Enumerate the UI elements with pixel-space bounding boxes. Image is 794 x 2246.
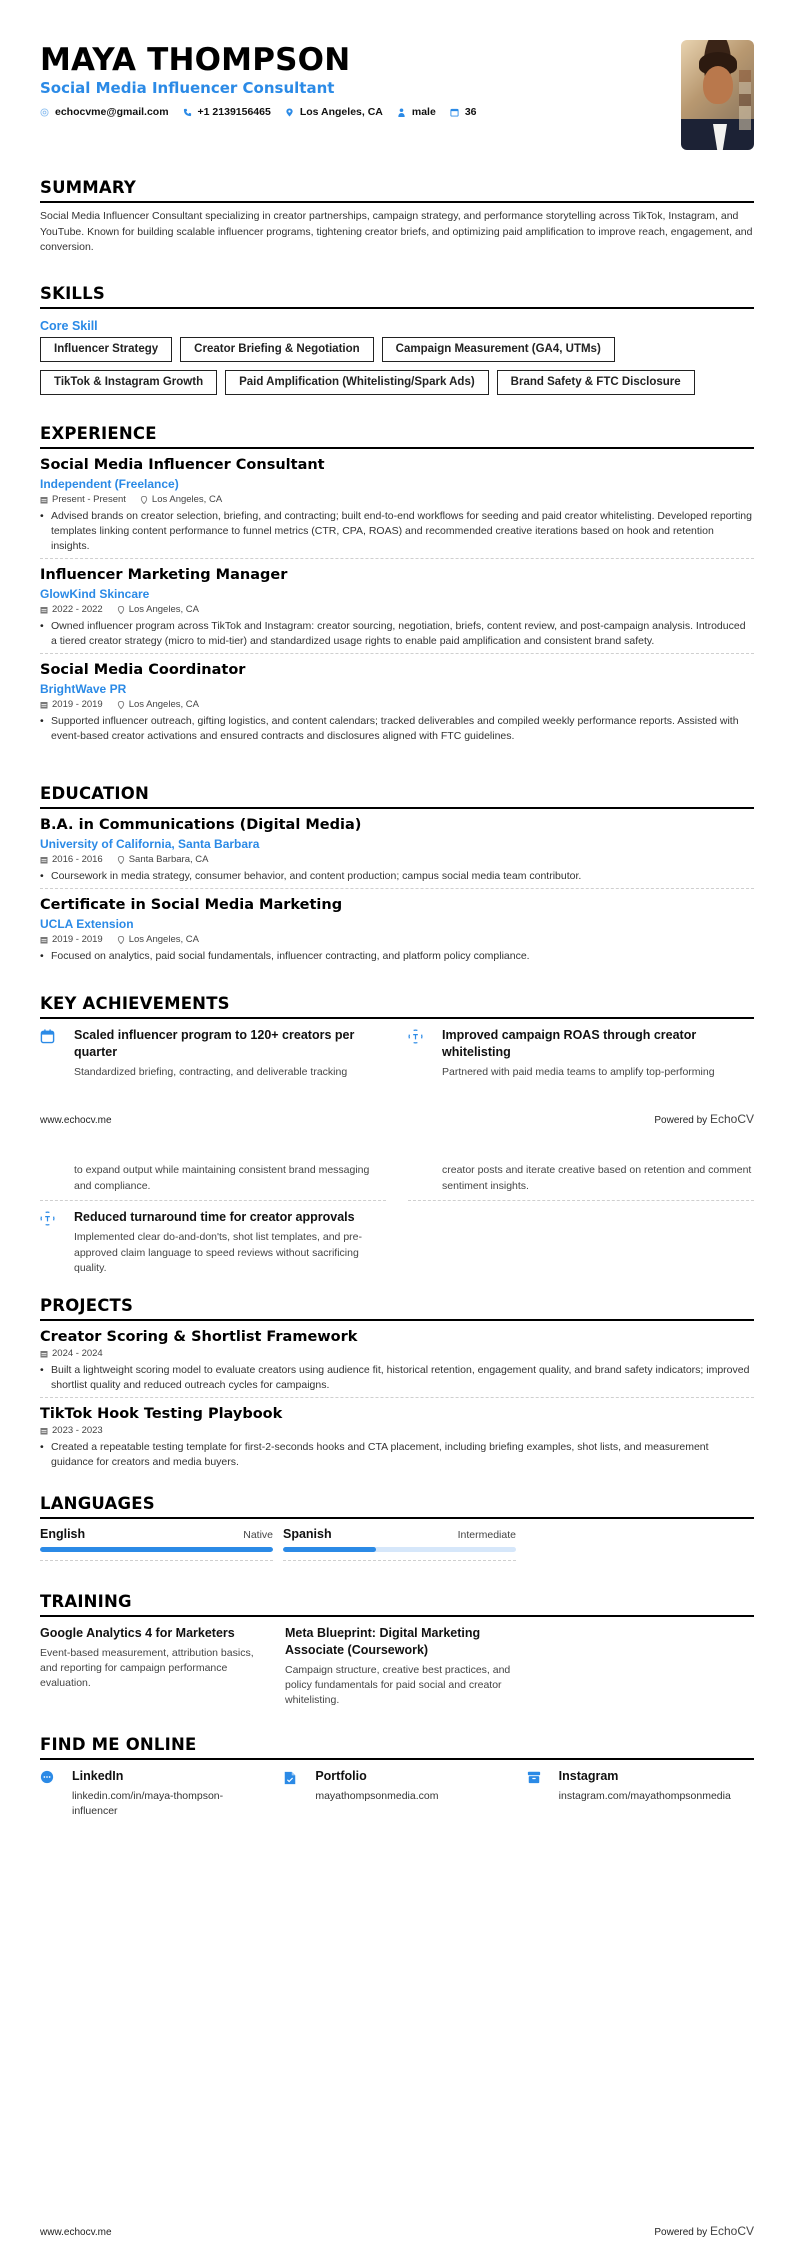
achievement-item-continued: [40, 1163, 386, 1201]
skill-chip: Influencer Strategy: [40, 337, 172, 362]
project-entry: [40, 1321, 754, 1398]
achievements-section-continued: [40, 1163, 754, 1283]
language-name: English: [40, 1527, 86, 1541]
training-title: Meta Blueprint: Digital Marketing Associate (Coursework): [285, 1626, 481, 1657]
calendar-icon: [40, 1027, 58, 1081]
languages-section: [40, 1494, 754, 1561]
education-heading: EDUCATION: [40, 784, 754, 809]
online-item-portfolio[interactable]: [283, 1768, 510, 1819]
footer-site-link[interactable]: www.echocv.me: [40, 1115, 112, 1126]
language-proficiency-fill: [283, 1547, 376, 1552]
entry-meta: 2023 - 2023: [40, 1424, 754, 1438]
achievement-title: Scaled influencer program to 120+ creators per quarter: [74, 1028, 355, 1059]
training-heading: TRAINING: [40, 1592, 754, 1617]
languages-heading: LANGUAGES: [40, 1494, 754, 1519]
skills-section: [40, 284, 754, 395]
achievement-desc: to expand output while maintaining consistent brand messaging and compliance.: [74, 1164, 370, 1192]
entry-meta: Present - Present Los Angeles, CA: [40, 493, 754, 507]
entry-title: TikTok Hook Testing Playbook: [40, 1406, 283, 1422]
achievement-item: [408, 1019, 754, 1087]
page-footer: [40, 1112, 754, 1126]
page-footer: [40, 2224, 754, 2238]
summary-text: Social Media Influencer Consultant specializing in creator partnerships, campaign strategy, and performance storytelling across TikTok, Instagram, and YouTube. Known for building scalable influencer programs, tightening creator briefs, and optimizing paid amplification to improve reach, engagement, and conversion.: [40, 210, 753, 253]
entry-title: Social Media Coordinator: [40, 662, 246, 678]
skills-heading: SKILLS: [40, 284, 754, 309]
entry-org: UCLA Extension: [40, 917, 134, 931]
entry-meta: 2024 - 2024: [40, 1347, 754, 1361]
footer-site-link[interactable]: www.echocv.me: [40, 2227, 112, 2238]
skill-chip: Creator Briefing & Negotiation: [180, 337, 373, 362]
achievements-grid: [40, 1019, 754, 1087]
entry-title: B.A. in Communications (Digital Media): [40, 817, 362, 833]
projects-section: [40, 1296, 754, 1474]
training-list: [40, 1625, 754, 1708]
language-proficiency-bar: [40, 1547, 273, 1552]
experience-heading: EXPERIENCE: [40, 424, 754, 449]
training-item: [40, 1625, 273, 1708]
online-link[interactable]: linkedin.com/in/maya-thompson-influencer: [72, 1790, 224, 1817]
focus-target-icon: [40, 1209, 58, 1277]
training-section: [40, 1592, 754, 1708]
archive-box-icon: [527, 1768, 543, 1819]
at-sign-icon: [40, 108, 49, 117]
training-title: Google Analytics 4 for Marketers: [40, 1626, 235, 1640]
calendar-icon: [40, 856, 48, 864]
language-item: [40, 1527, 273, 1561]
entry-org: GlowKind Skincare: [40, 587, 150, 601]
experience-entry: [40, 449, 754, 559]
language-name: Spanish: [283, 1527, 332, 1541]
languages-list: [40, 1527, 754, 1561]
entry-title: Certificate in Social Media Marketing: [40, 897, 343, 913]
achievement-desc: creator posts and iterate creative based on retention and comment sentiment insights.: [442, 1164, 752, 1192]
footer-brand: EchoCV: [709, 2224, 754, 2238]
training-desc: Event-based measurement, attribution basics, and reporting for campaign performance evaluation.: [40, 1647, 254, 1689]
entry-meta: 2019 - 2019 Los Angeles, CA: [40, 698, 754, 712]
footer-powered-by: Powered by EchoCV: [654, 2224, 754, 2238]
calendar-icon: [40, 496, 48, 504]
map-pin-icon: [117, 936, 125, 944]
entry-org: Independent (Freelance): [40, 477, 179, 491]
online-item-linkedin[interactable]: [40, 1768, 267, 1819]
entry-title: Influencer Marketing Manager: [40, 567, 288, 583]
training-item: [285, 1625, 518, 1708]
achievements-section: [40, 994, 754, 1087]
phone-icon: [183, 108, 192, 117]
document-check-icon: [283, 1768, 299, 1819]
profile-photo: [681, 40, 754, 150]
footer-brand: EchoCV: [709, 1112, 754, 1126]
contact-email[interactable]: echocvme@gmail.com: [40, 106, 169, 118]
entry-bullet: • Coursework in media strategy, consumer behavior, and content production; campus social media team contributor.: [40, 869, 754, 884]
map-pin-icon: [140, 496, 148, 504]
entry-bullet: • Created a repeatable testing template for first-2-seconds hooks and CTA placement, including briefing examples, shot lists, and measurement guidance for creators and media buyers.: [40, 1440, 754, 1470]
achievement-desc: Partnered with paid media teams to amplify top-performing: [442, 1066, 715, 1078]
language-level: Intermediate: [457, 1529, 516, 1541]
contact-phone[interactable]: +1 2139156465: [183, 106, 271, 118]
contact-row: [40, 106, 754, 118]
person-icon: [397, 108, 406, 117]
resume-header: [40, 40, 754, 155]
achievement-item-continued: [408, 1163, 754, 1201]
language-level: Native: [243, 1529, 273, 1541]
contact-gender: male: [397, 106, 436, 118]
calendar-icon: [40, 606, 48, 614]
projects-heading: PROJECTS: [40, 1296, 754, 1321]
entry-meta: 2016 - 2016 Santa Barbara, CA: [40, 853, 754, 867]
experience-entry: [40, 654, 754, 748]
online-link[interactable]: instagram.com/mayathompsonmedia: [558, 1790, 731, 1802]
calendar-icon: [40, 1350, 48, 1358]
online-list: [40, 1768, 754, 1819]
map-pin-icon: [117, 856, 125, 864]
education-entry: [40, 809, 754, 889]
achievement-desc: Standardized briefing, contracting, and deliverable tracking: [74, 1066, 348, 1078]
entry-bullet: • Owned influencer program across TikTok and Instagram: creator sourcing, negotiation, briefs, content review, and post-campaign analysis. Introduced a tiered creator strategy (micro to mid-tier) and standardized usage rights to enable paid amplification and consistent brand safety.: [40, 619, 754, 649]
entry-org: University of California, Santa Barbara: [40, 837, 260, 851]
online-section: [40, 1735, 754, 1819]
experience-section: [40, 424, 754, 748]
online-label: Portfolio: [315, 1769, 367, 1783]
calendar-icon: [450, 108, 459, 117]
focus-target-icon: [408, 1027, 426, 1081]
achievement-desc: Implemented clear do-and-don'ts, shot list templates, and pre-approved claim language to speed reviews without sacrificing quality.: [74, 1231, 362, 1274]
chat-bubble-icon: [40, 1768, 56, 1819]
skill-chip: TikTok & Instagram Growth: [40, 370, 217, 395]
map-pin-icon: [285, 108, 294, 117]
achievement-item: [40, 1201, 386, 1283]
entry-title: Social Media Influencer Consultant: [40, 457, 325, 473]
achievements-grid: [40, 1163, 754, 1283]
project-entry: [40, 1398, 754, 1474]
map-pin-icon: [117, 606, 125, 614]
online-link[interactable]: mayathompsonmedia.com: [315, 1790, 439, 1802]
candidate-name: MAYA THOMPSON: [40, 42, 351, 78]
education-entry: [40, 889, 754, 968]
calendar-icon: [40, 701, 48, 709]
language-proficiency-fill: [40, 1547, 273, 1552]
skill-chip: Paid Amplification (Whitelisting/Spark Ads): [225, 370, 489, 395]
achievement-title: Reduced turnaround time for creator approvals: [74, 1210, 355, 1224]
skills-group-label: Core Skill: [40, 319, 98, 333]
online-heading: FIND ME ONLINE: [40, 1735, 754, 1760]
map-pin-icon: [117, 701, 125, 709]
summary-section: [40, 178, 754, 256]
education-section: [40, 784, 754, 968]
achievements-heading: KEY ACHIEVEMENTS: [40, 994, 754, 1019]
skill-chip: Brand Safety & FTC Disclosure: [497, 370, 695, 395]
entry-org: BrightWave PR: [40, 682, 127, 696]
entry-bullet: • Advised brands on creator selection, briefing, and contracting; built end-to-end workflows for seeding and paid creator whitelisting. Developed reporting templates linking content performance to funnel metrics (CTR, CPA, ROAS) and recommended creative iterations based on hook and retention insights.: [40, 509, 754, 554]
language-item: [283, 1527, 516, 1561]
experience-entry: [40, 559, 754, 654]
entry-bullet: • Focused on analytics, paid social fundamentals, influencer contracting, and platform policy compliance.: [40, 949, 754, 964]
summary-heading: SUMMARY: [40, 178, 754, 203]
skills-list: [40, 337, 754, 362]
calendar-icon: [40, 936, 48, 944]
training-desc: Campaign structure, creative best practices, and policy fundamentals for paid social and creator whitelisting.: [285, 1664, 511, 1706]
entry-bullet: • Supported influencer outreach, gifting logistics, and content calendars; tracked deliverables and compiled weekly performance reports. Assisted with event-based creator activations and ensured contracts and disclosures aligned with FTC guidelines.: [40, 714, 754, 744]
entry-title: Creator Scoring & Shortlist Framework: [40, 1329, 358, 1345]
footer-powered-by: Powered by EchoCV: [654, 1112, 754, 1126]
skills-list-row2: [40, 370, 754, 395]
skill-chip: Campaign Measurement (GA4, UTMs): [382, 337, 615, 362]
contact-age: 36: [450, 106, 477, 118]
online-label: Instagram: [558, 1769, 619, 1783]
achievement-title: Improved campaign ROAS through creator whitelisting: [442, 1028, 697, 1059]
calendar-icon: [40, 1427, 48, 1435]
entry-meta: 2019 - 2019 Los Angeles, CA: [40, 933, 754, 947]
online-item-instagram[interactable]: [527, 1768, 754, 1819]
entry-bullet: • Built a lightweight scoring model to evaluate creators using audience fit, historical retention, engagement quality, and brand safety indicators; improved shortlist quality and reduced outreach cycles for campaigns.: [40, 1363, 754, 1393]
candidate-title: Social Media Influencer Consultant: [40, 79, 335, 97]
entry-meta: 2022 - 2022 Los Angeles, CA: [40, 603, 754, 617]
online-label: LinkedIn: [72, 1769, 124, 1783]
contact-location: Los Angeles, CA: [285, 106, 383, 118]
achievement-item: [40, 1019, 386, 1087]
language-proficiency-bar: [283, 1547, 516, 1552]
